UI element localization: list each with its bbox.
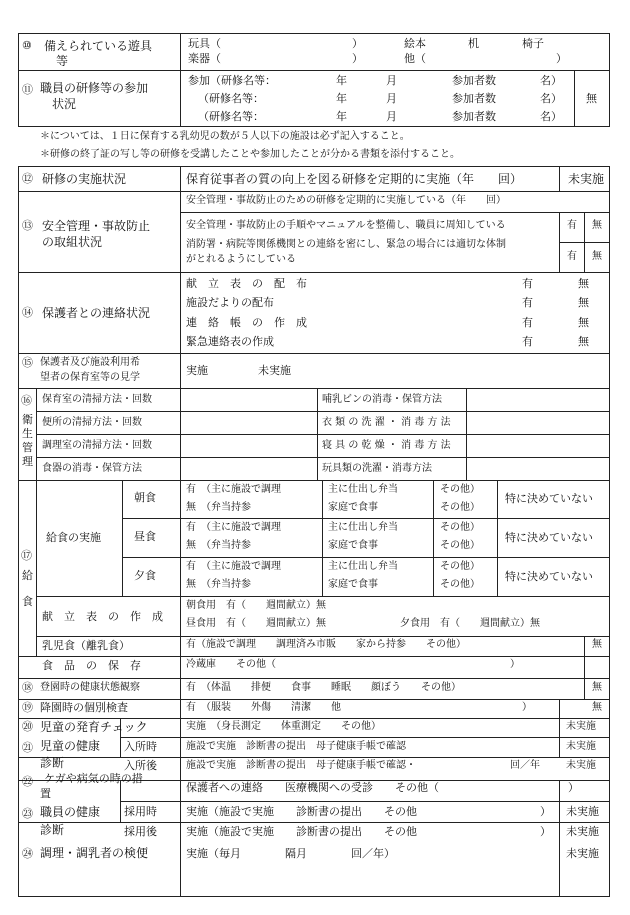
note-1: ＊については、１日に保育する乳幼児の数が５人以下の施設は必ず記入すること。 [40,131,410,142]
row-10-label: 備えられている遊具 [44,39,153,53]
note-2: ＊研修の終了証の写し等の研修を受講したことや参加したことが分かる書類を添付すること。 [40,149,460,160]
row-10-number: ⑩ [22,39,32,52]
row-10-label2: 等 [56,54,69,68]
